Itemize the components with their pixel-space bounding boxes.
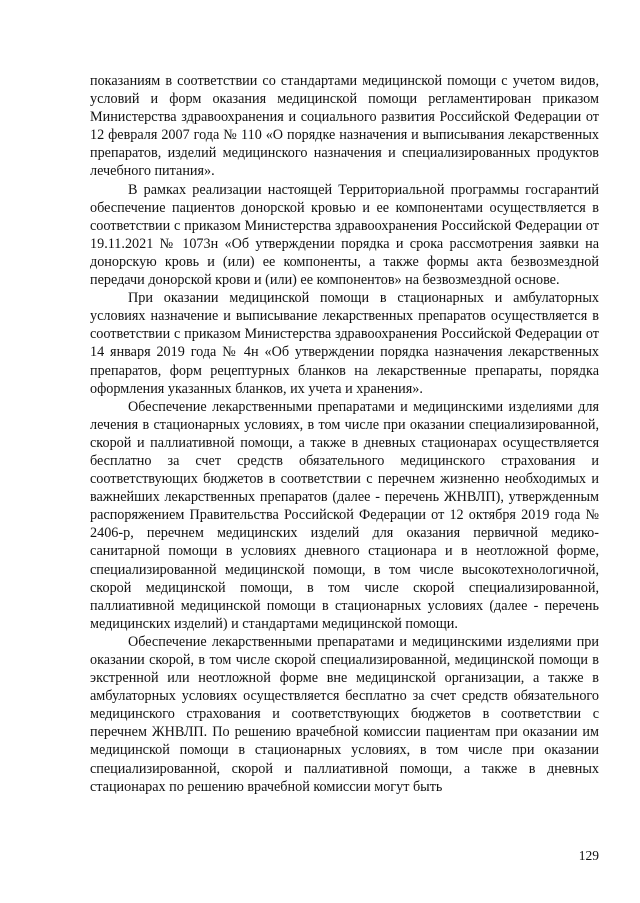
paragraph-3: При оказании медицинской помощи в стационарных и амбулаторных условиях назначение и выписывание лекарственных препаратов осуществляется в соответствии с приказом Министерства здравоохранения Российской Федерации от 14 января 2019 года № 4н «Об утверждении порядка назначения лекарственных препаратов, форм рецептурных бланков на лекарственные препараты, порядка оформления указанных бланков, их учета и хранения».: [90, 290, 599, 397]
paragraph-4: Обеспечение лекарственными препаратами и медицинскими изделиями для лечения в стационарных условиях, в том числе при оказании специализированной, скорой и паллиативной помощи, а также в дневных стационарах осуществляется бесплатно за счет средств обязательного медицинского страхования и соответствующих бюджетов в соответствии с перечнем жизненно необходимых и важнейших лекарственных препаратов (далее - перечень ЖНВЛП), утвержденным распоряжением Правительства Российской Федерации от 12 октября 2019 года № 2406-р, перечнем медицинских изделий для оказания первичной медико-санитарной помощи в условиях дневного стационара и в неотложной форме, специализированной медицинской помощи, в том числе высокотехнологичной, скорой медицинской помощи, в том числе скорой специализированной, паллиативной медицинской помощи в стационарных условиях (далее - перечень медицинских изделий) и стандартами медицинской помощи.: [90, 398, 599, 632]
page-number: 129: [578, 848, 599, 863]
paragraph-5: Обеспечение лекарственными препаратами и медицинскими изделиями при оказании скорой, в том числе скорой специализированной, медицинской помощи в экстренной или неотложной форме вне медицинской организации, а также в амбулаторных условиях осуществляется бесплатно за счет средств обязательного медицинского страхования и соответствующих бюджетов в соответствии с перечнем ЖНВЛП. По решению врачебной комиссии пациентам при оказании им медицинской помощи в стационарных условиях, в том числе при оказании специализированной, скорой и паллиативной помощи, а также в дневных стационарах по решению врачебной комиссии могут быть: [90, 633, 599, 795]
body-text: [90, 72, 599, 796]
paragraph-1: показаниям в соответствии со стандартами медицинской помощи с учетом видов, условий и форм оказания медицинской помощи регламентирован приказом Министерства здравоохранения и социального развития Российской Федерации от 12 февраля 2007 года № 110 «О порядке назначения и выписывания лекарственных препаратов, изделий медицинского назначения и специализированных продуктов лечебного питания».: [90, 73, 599, 180]
paragraph-2: В рамках реализации настоящей Территориальной программы госгарантий обеспечение пациентов донорской кровью и ее компонентами осуществляется в соответствии с приказом Министерства здравоохранения Российской Федерации от 19.11.2021 № 1073н «Об утверждении порядка и срока рассмотрения заявки на донорскую кровь и (или) ее компоненты, а также формы акта безвозмездной передачи донорской крови и (или) ее компонентов» на безвозмездной основе.: [90, 181, 599, 289]
